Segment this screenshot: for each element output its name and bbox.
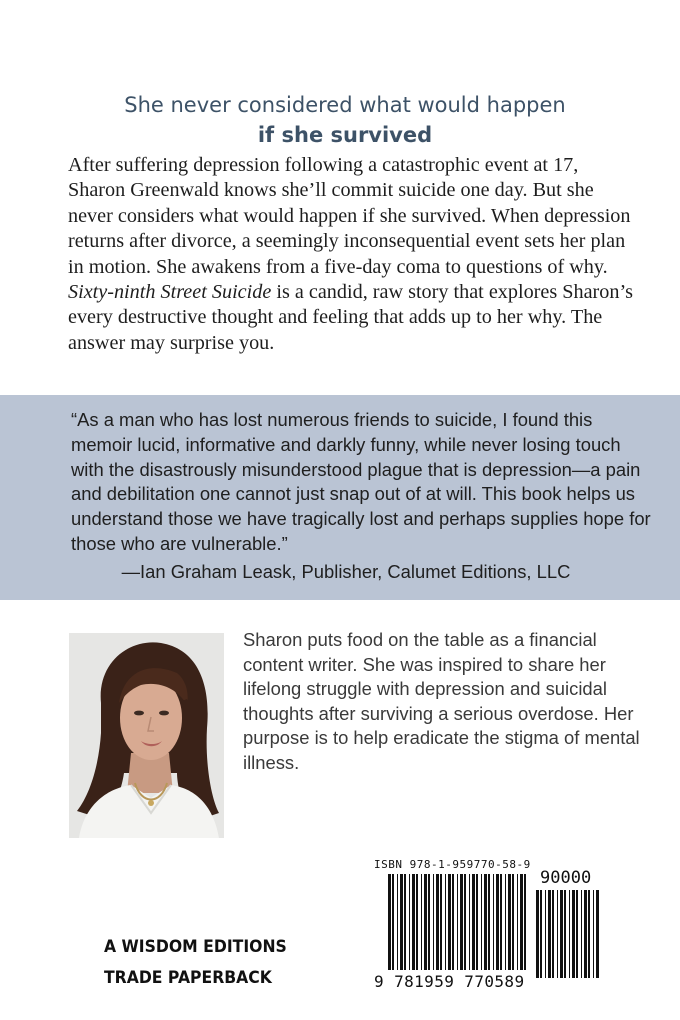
price-code: 90000: [540, 868, 592, 888]
barcode-bar: [421, 874, 422, 970]
imprint-line-2: TRADE PAPERBACK: [104, 968, 272, 988]
imprint-line-1: A WISDOM EDITIONS: [104, 937, 287, 957]
barcode-bar: [440, 874, 442, 970]
author-photo: [69, 633, 224, 838]
barcode-bar: [596, 890, 599, 978]
barcode-bar: [457, 874, 458, 970]
author-bio: Sharon puts food on the table as a financial content writer. She was inspired to share her lifelong struggle with depression and suicidal thoughts after surviving a serious overdose. Her purpose is to help eradicate the stigma of mental illness.: [243, 629, 640, 773]
tagline: [0, 90, 680, 150]
barcode-bar: [488, 874, 490, 970]
barcode-bar: [464, 874, 466, 970]
barcode-bar: [428, 874, 430, 970]
barcode-bar: [536, 890, 539, 978]
barcode-bar: [412, 874, 415, 970]
barcode-bar: [448, 874, 451, 970]
barcode-bar: [545, 890, 546, 978]
barcode-bar: [584, 890, 587, 978]
barcode-bar: [576, 890, 578, 978]
barcode-bar: [388, 874, 391, 970]
barcode-bar: [517, 874, 518, 970]
barcode-bar: [588, 890, 590, 978]
book-description: [68, 153, 640, 356]
barcode-bar: [400, 874, 403, 970]
barcode-bar: [445, 874, 446, 970]
barcode-bar: [564, 890, 566, 978]
barcode-bar: [404, 874, 406, 970]
barcode-bar: [524, 874, 526, 970]
barcode-bar: [581, 890, 582, 978]
barcode-bar: [416, 874, 418, 970]
barcode-bar: [409, 874, 410, 970]
testimonial-attribution: —Ian Graham Leask, Publisher, Calumet Editions, LLC: [121, 561, 571, 582]
barcode-bar: [452, 874, 454, 970]
book-title: Sixty-ninth Street Suicide: [68, 281, 272, 304]
author-portrait-illustration: [69, 633, 224, 838]
tagline-line-1: She never considered what would happen: [124, 93, 566, 117]
barcode-bar: [593, 890, 594, 978]
barcode-bar: [520, 874, 523, 970]
barcode-bar: [424, 874, 427, 970]
barcode-bar: [469, 874, 470, 970]
barcode-bar: [496, 874, 499, 970]
barcode-bar: [548, 890, 551, 978]
barcode-bar: [560, 890, 563, 978]
barcode-bar: [481, 874, 482, 970]
barcode-bar: [436, 874, 439, 970]
barcode-bar: [397, 874, 398, 970]
barcode-bar: [476, 874, 478, 970]
barcode-bar: [540, 890, 542, 978]
isbn-label: ISBN 978-1-959770-58-9: [374, 858, 531, 871]
barcode-bar: [552, 890, 554, 978]
description-part-1: After suffering depression following a catastrophic event at 17, Sharon Greenwald knows she’ll commit suicide one day. But she never considers what would happen if she survived. When depression returns after divorce, a seemingly inconsequential event sets her plan in motion. She awakens from a five-day coma to questions of why.: [68, 154, 631, 278]
testimonial-quote: “As a man who has lost numerous friends to suicide, I found this memoir lucid, informative and darkly funny, while never losing touch with the disastrously misunderstood plague that is depression—a pain and debilitation one cannot just snap out of at will. This book helps us understand those we have tragically lost and perhaps supplies hope for those who are vulnerable.”: [71, 409, 651, 554]
barcode-bar: [569, 890, 570, 978]
ean-digits: 9 781959 770589: [374, 972, 525, 991]
barcode-bar: [493, 874, 494, 970]
tagline-line-2: if she survived: [257, 123, 433, 147]
barcode-bar: [508, 874, 511, 970]
barcode-bar: [505, 874, 506, 970]
barcode-bar: [557, 890, 558, 978]
barcode-bar: [392, 874, 394, 970]
barcode-bar: [433, 874, 434, 970]
barcode-bar: [460, 874, 463, 970]
imprint: [104, 932, 287, 994]
barcode-bar: [472, 874, 475, 970]
barcode-bar: [500, 874, 502, 970]
testimonial-band: [0, 395, 680, 600]
barcode-bar: [484, 874, 487, 970]
barcode-bar: [572, 890, 575, 978]
description-part-2: is a candid, raw story that explores Sharon’s every destructive thought and feeling that adds up to her why. The answer may surprise you.: [68, 281, 633, 354]
barcode-bar: [512, 874, 514, 970]
isbn-barcode: [344, 858, 614, 993]
